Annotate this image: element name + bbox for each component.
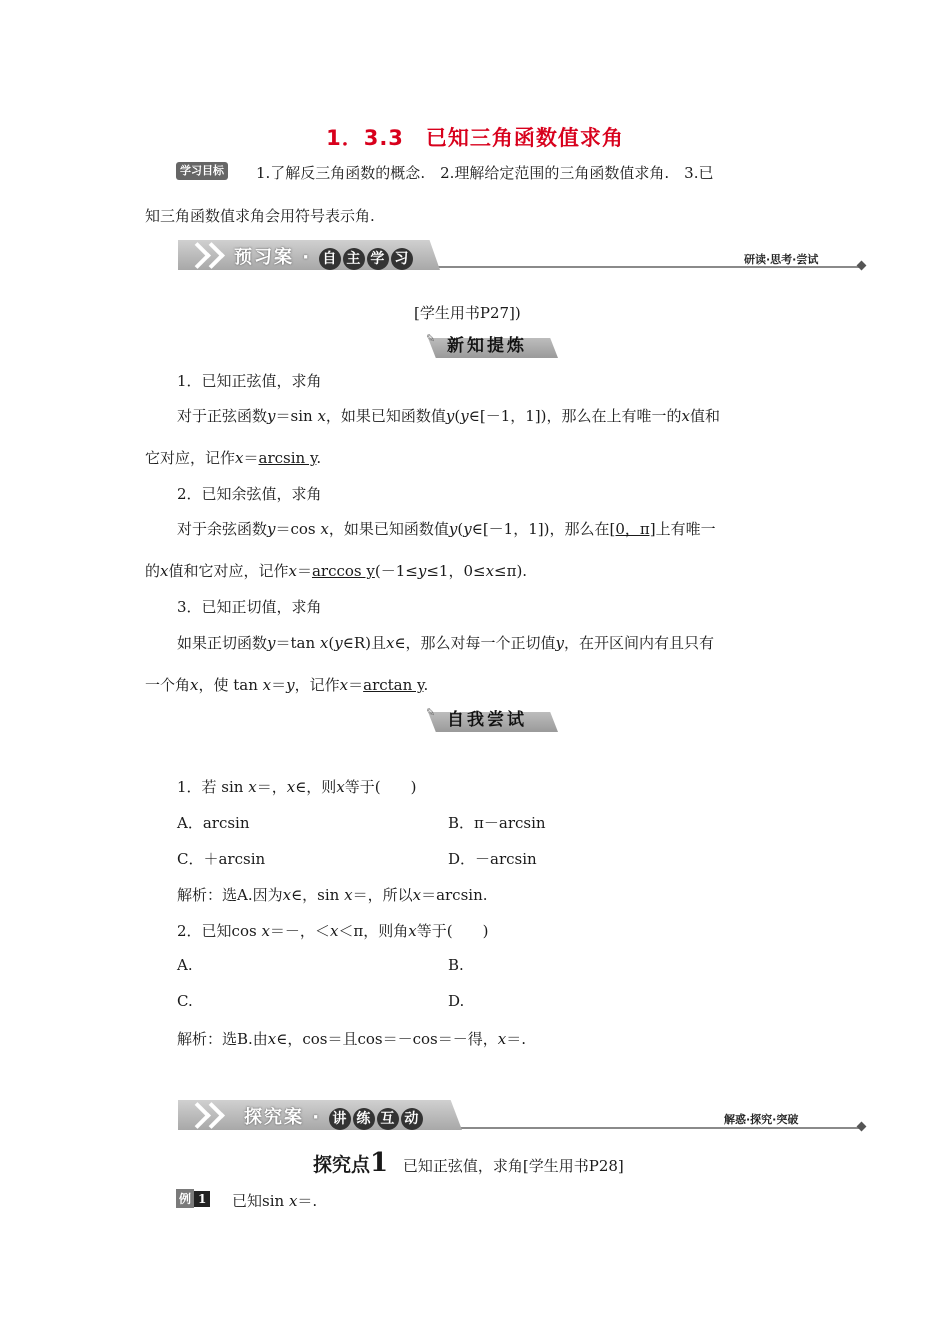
objectives-line-2: 知三角函数值求角会用符号表示角. [145, 207, 375, 225]
banner-char: 互 [377, 1108, 399, 1130]
leaf-icon: ✎ [426, 706, 436, 719]
option-c: C．＋arcsin [177, 850, 266, 868]
explore-label: 探究点 [313, 1154, 371, 1176]
section-heading: 自我尝试 [447, 710, 527, 730]
banner-right-text: 研读·思考·尝试 [744, 253, 819, 266]
banner-label: 预习案 [234, 247, 294, 268]
question-1: 1．若 sin x＝，x∈，则x等于( ) [177, 778, 417, 796]
section-heading: 新知提炼 [447, 336, 527, 356]
answer-blank: arcsin y [258, 449, 317, 467]
reference-p27: [学生用书P27]) [414, 304, 521, 322]
banner-char: 练 [353, 1108, 375, 1130]
knowledge-paragraph-2-cont: 的x值和它对应，记作x＝arccos y(－1≤y≤1，0≤x≤π). [145, 562, 528, 580]
answer-blank: arctan y [363, 676, 424, 694]
leaf-icon: ✎ [426, 332, 436, 345]
knowledge-paragraph-3: 如果正切函数y＝tan x(y∈R)且x∈，那么对每一个正切值y，在开区间内有且只有 [177, 634, 715, 652]
option-a: A．arcsin [177, 814, 250, 832]
option-b: B．π－arcsin [448, 814, 546, 832]
example-text: 已知sin x＝. [232, 1192, 318, 1210]
knowledge-paragraph-1: 对于正弦函数y＝sin x，如果已知函数值y(y∈[－1，1])，那么在上有唯一的x值和 [177, 407, 720, 425]
option-c: C. [177, 992, 193, 1010]
banner-char: 动 [401, 1108, 423, 1130]
answer-blank: arccos y [311, 562, 375, 580]
knowledge-paragraph-3-cont: 一个角x，使 tan x＝y，记作x＝arctan y. [145, 676, 429, 694]
knowledge-paragraph-1-cont: 它对应，记作x＝arcsin y. [145, 449, 322, 467]
banner-char: 习 [391, 248, 413, 270]
objectives-line-1: 1.了解反三角函数的概念. 2.理解给定范围的三角函数值求角. 3.已 [256, 164, 714, 182]
question-2: 2．已知cos x＝－，＜x＜π，则角x等于( ) [177, 922, 489, 940]
banner-char: 讲 [329, 1108, 351, 1130]
example-badge: 例 1 [176, 1189, 210, 1208]
option-d: D．－arcsin [448, 850, 537, 868]
explore-point-heading [313, 1148, 624, 1178]
answer-blank: [0，π] [609, 520, 656, 538]
knowledge-heading-2: 2．已知余弦值，求角 [177, 485, 322, 503]
option-a: A. [177, 956, 193, 974]
diamond-icon [857, 261, 867, 271]
option-d: D. [448, 992, 465, 1010]
knowledge-paragraph-2: 对于余弦函数y＝cos x，如果已知函数值y(y∈[－1，1])，那么在[0，π]上有唯一 [177, 520, 716, 538]
solution-2: 解析：选B.由x∈，cos＝且cos＝－cos＝－得，x＝. [177, 1030, 527, 1048]
solution-1: 解析：选A.因为x∈，sin x＝，所以x＝arcsin. [177, 886, 488, 904]
banner-right-text: 解惑·探究·突破 [724, 1113, 799, 1126]
banner-label: 探究案 [244, 1107, 304, 1128]
knowledge-heading-1: 1．已知正弦值，求角 [177, 372, 322, 390]
objectives-badge: 学习目标 [176, 162, 228, 180]
banner-char: 自 [319, 248, 341, 270]
page-title: 1．3.3 已知三角函数值求角 [326, 126, 624, 150]
diamond-icon [857, 1122, 867, 1132]
explore-text: 已知正弦值，求角[学生用书P28] [402, 1157, 624, 1175]
option-b: B. [448, 956, 464, 974]
explore-number: 1 [370, 1148, 389, 1178]
knowledge-heading-3: 3．已知正切值，求角 [177, 598, 322, 616]
banner-char: 学 [367, 248, 389, 270]
banner-char: 主 [343, 248, 365, 270]
